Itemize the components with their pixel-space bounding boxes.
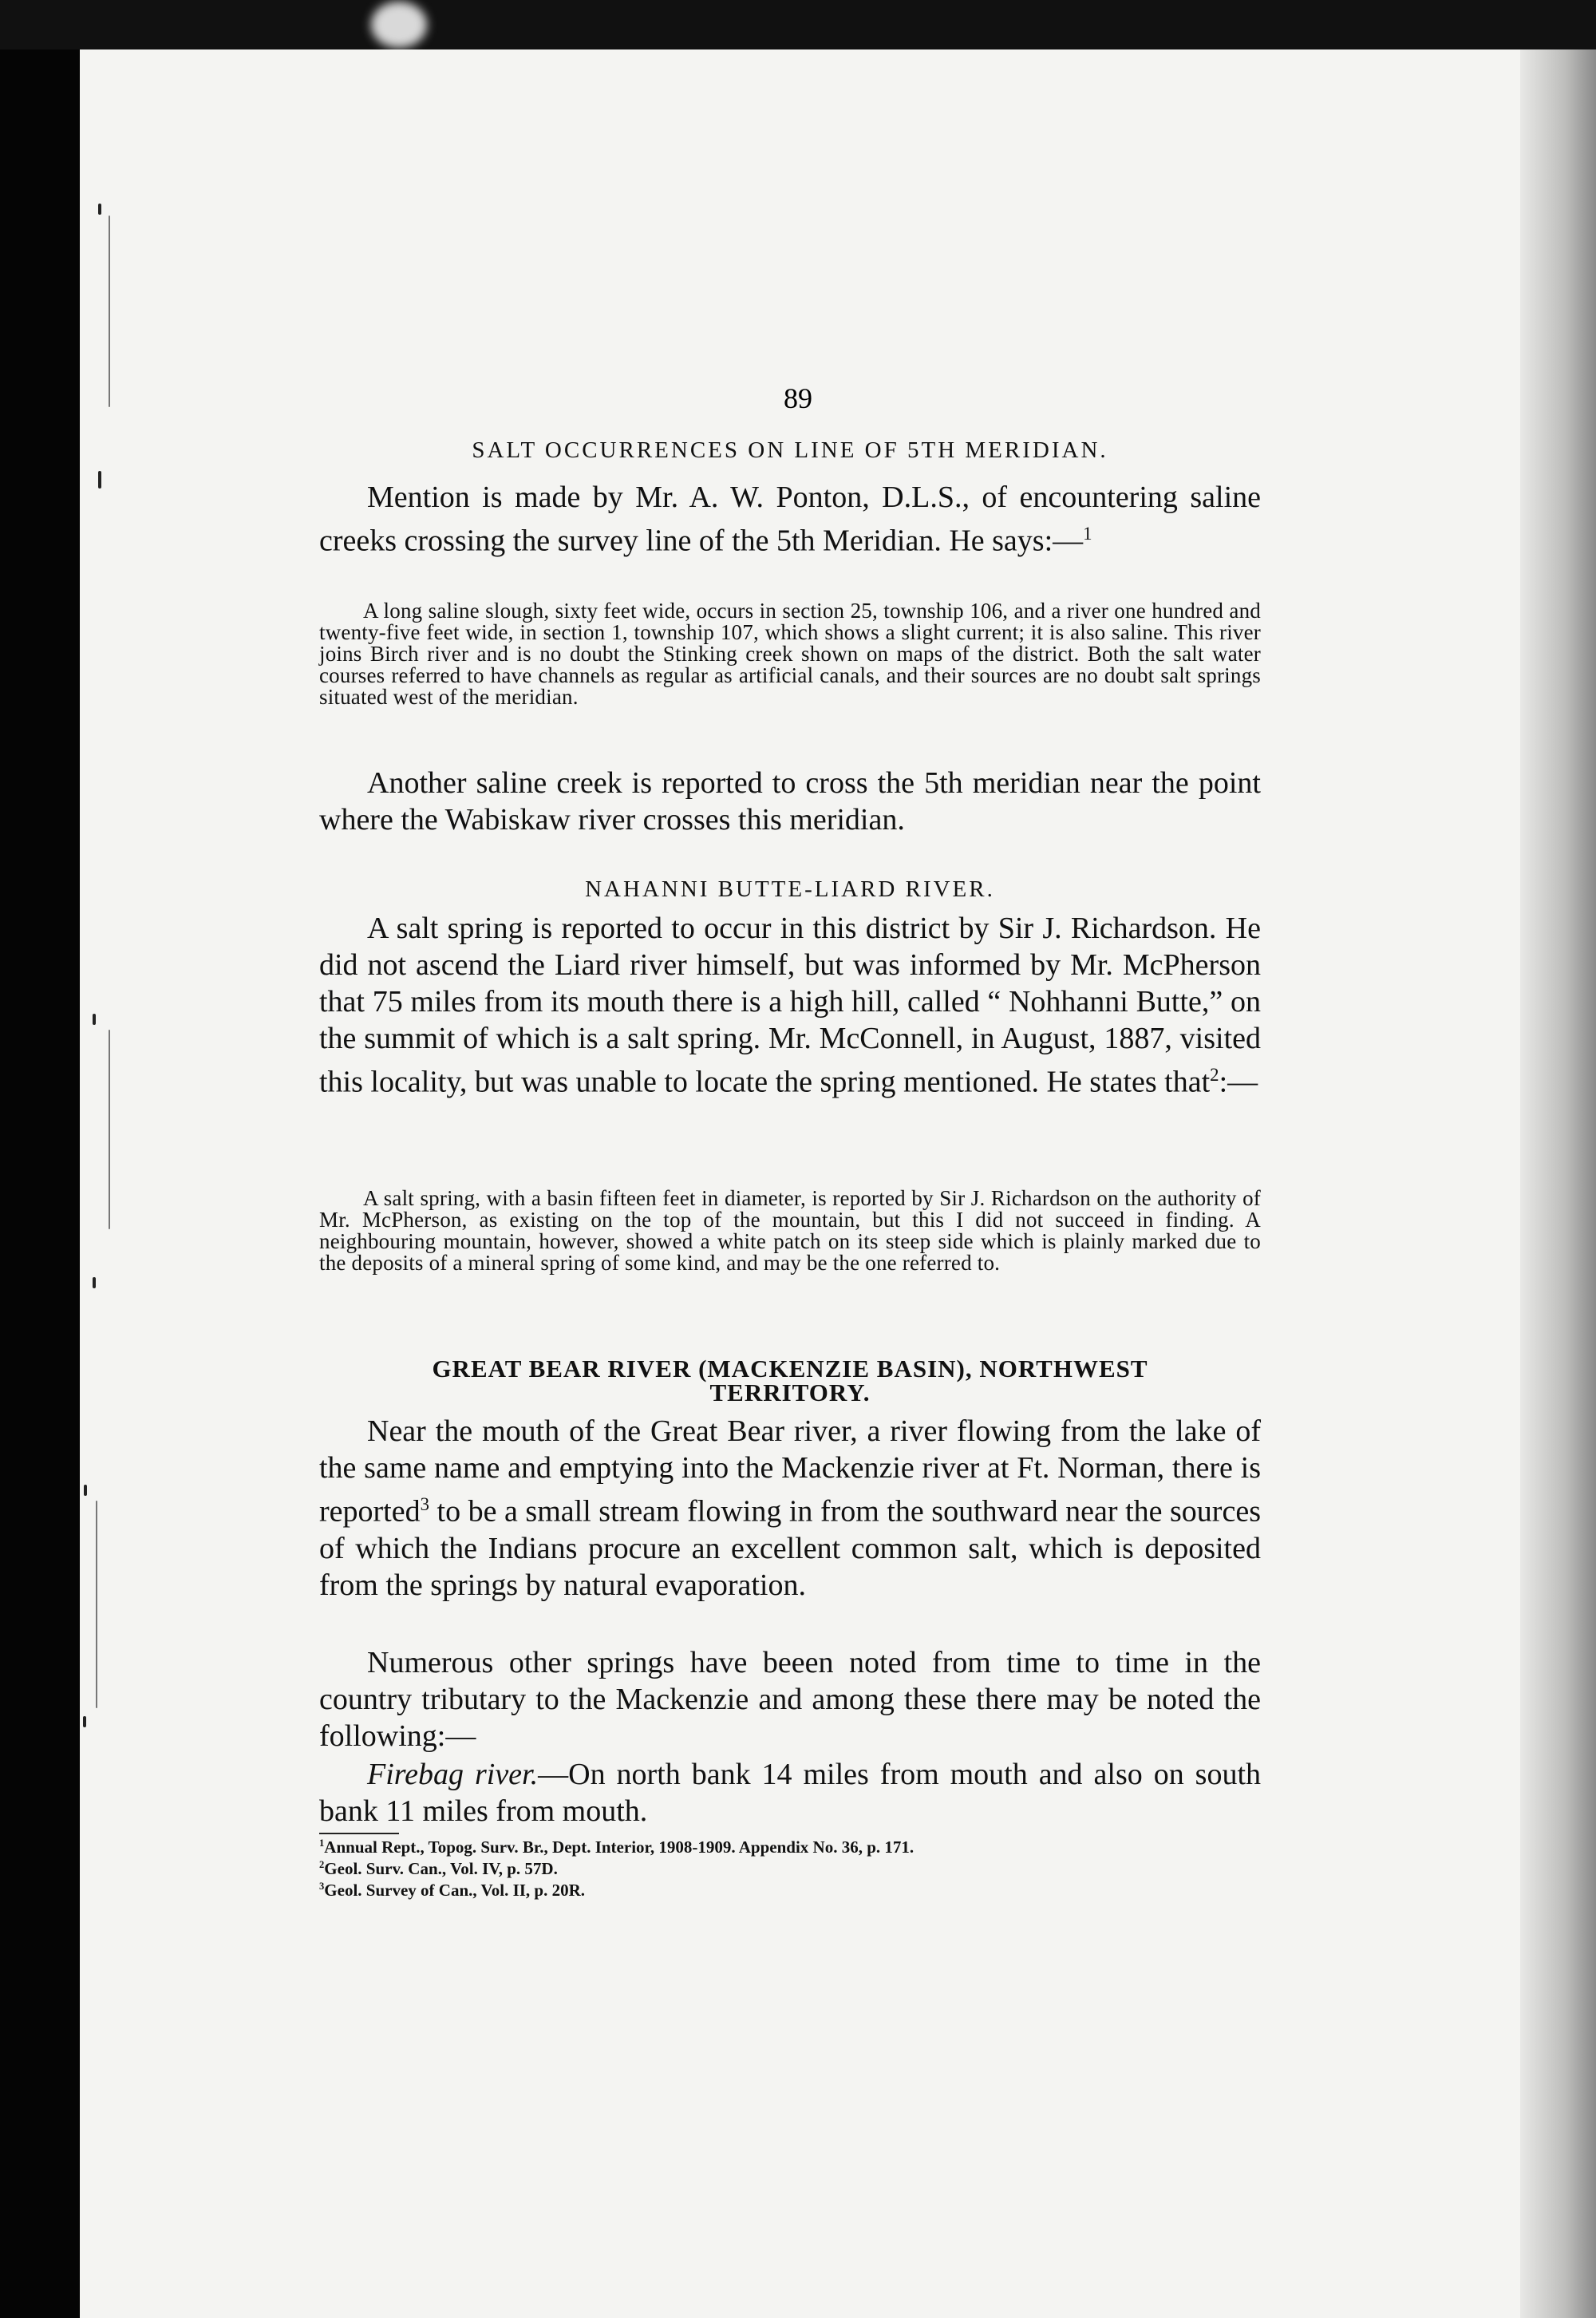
section-salt-occurrences: [319, 437, 1261, 464]
margin-mark: [98, 471, 101, 489]
margin-mark: [98, 204, 101, 215]
paragraph-tail: :—: [1219, 1065, 1258, 1099]
paragraph: [319, 1413, 1261, 1604]
section-heading: NAHANNI BUTTE-LIARD RIVER.: [585, 876, 995, 902]
margin-mark: [96, 1501, 97, 1708]
paragraph: [319, 910, 1261, 1101]
section-heading: SALT OCCURRENCES ON LINE OF 5TH MERIDIAN.: [472, 437, 1108, 463]
margin-mark: [93, 1014, 96, 1025]
italic-term: Firebag river.: [367, 1758, 539, 1791]
block-quote: [319, 1188, 1261, 1274]
quote-text: A long saline slough, sixty feet wide, occurs in section 25, township 106, and a river one hundred and twenty-five feet wide, in section 1, township 107, which shows a slight current; it is also saline. This river joins Birch river and is no doubt the Stinking creek shown on maps of the district. Both the salt water courses referred to have channels as regular as artificial canals, and their sources are no doubt salt springs situated west of the meridian.: [319, 599, 1261, 709]
scan-top-edge: [0, 0, 1596, 49]
margin-mark: [93, 1277, 96, 1288]
footnote-ref: 3: [420, 1494, 430, 1514]
section-heading-line2: TERRITORY.: [709, 1379, 871, 1406]
section-heading: GREAT BEAR RIVER (MACKENZIE BASIN), NORTHWEST: [432, 1355, 1148, 1382]
paragraph-text: Another saline creek is reported to cross the 5th meridian near the point where the Wabiskaw river crosses this meridian.: [319, 766, 1261, 837]
footnote: $^2$Geol. Surv. Can., Vol. IV, p. 57D.: [319, 1859, 558, 1878]
footnote: $^1$Annual Rept., Topog. Surv. Br., Dept. Interior, 1908-1909. Appendix No. 36, p. 171.: [319, 1837, 915, 1857]
paragraph: [319, 479, 1261, 560]
footnote-ref: 2: [1210, 1065, 1219, 1085]
scan-artifact: [371, 2, 427, 48]
footnote-ref: 1: [1083, 524, 1092, 544]
margin-mark: [109, 216, 110, 407]
section-nahanni: [319, 876, 1261, 903]
paragraph: [319, 1756, 1261, 1829]
paragraph-text: Numerous other springs have beeen noted from time to time in the country tributary to the Mackenzie and among these there may be noted the following:—: [319, 1646, 1261, 1753]
margin-mark: [83, 1716, 86, 1727]
paragraph-text: Mention is made by Mr. A. W. Ponton, D.L.S., of encountering saline creeks crossing the survey line of the 5th Meridian. He says:—: [319, 481, 1261, 558]
paragraph-text: —On north bank 14 miles from mouth and also on south bank 11 miles from mouth.: [319, 1758, 1261, 1828]
paragraph: [319, 1644, 1261, 1754]
footnote: $^3$Geol. Survey of Can., Vol. II, p. 20R.: [319, 1881, 586, 1900]
section-great-bear: [319, 1357, 1261, 1405]
paragraph: [319, 765, 1261, 838]
margin-mark: [84, 1485, 87, 1496]
footnotes: [319, 1833, 1261, 1899]
page-number: 89: [784, 382, 812, 414]
block-quote: [319, 600, 1261, 708]
margin-mark: [109, 1030, 110, 1229]
quote-text: A salt spring, with a basin fifteen feet in diameter, is reported by Sir J. Richardson on the authority of Mr. McPherson, as existing on the top of the mountain, but this I did not succeed in finding. A neighbouring mountain, however, showed a white patch on its steep side which is plainly marked due to the deposits of a mineral spring of some kind, and may be the one referred to.: [319, 1186, 1261, 1275]
paragraph-text: Near the mouth of the Great Bear river, a river flowing from the lake of the same name and emptying into the Mackenzie river at Ft. Norman, there is reported: [319, 1414, 1261, 1529]
paragraph-text-cont: to be a small stream flowing in from the southward near the sources of which the Indians procure an excellent common salt, which is deposited from the springs by natural evaporation.: [319, 1494, 1261, 1602]
paragraph-text: A salt spring is reported to occur in this district by Sir J. Richardson. He did not ascend the Liard river himself, but was informed by Mr. McPherson that 75 miles from its mouth there is a high hill, called “ Nohhanni Butte,” on the summit of which is a salt spring. Mr. McConnell, in August, 1887, visited this locality, but was unable to locate the spring mentioned. He states that: [319, 912, 1261, 1099]
